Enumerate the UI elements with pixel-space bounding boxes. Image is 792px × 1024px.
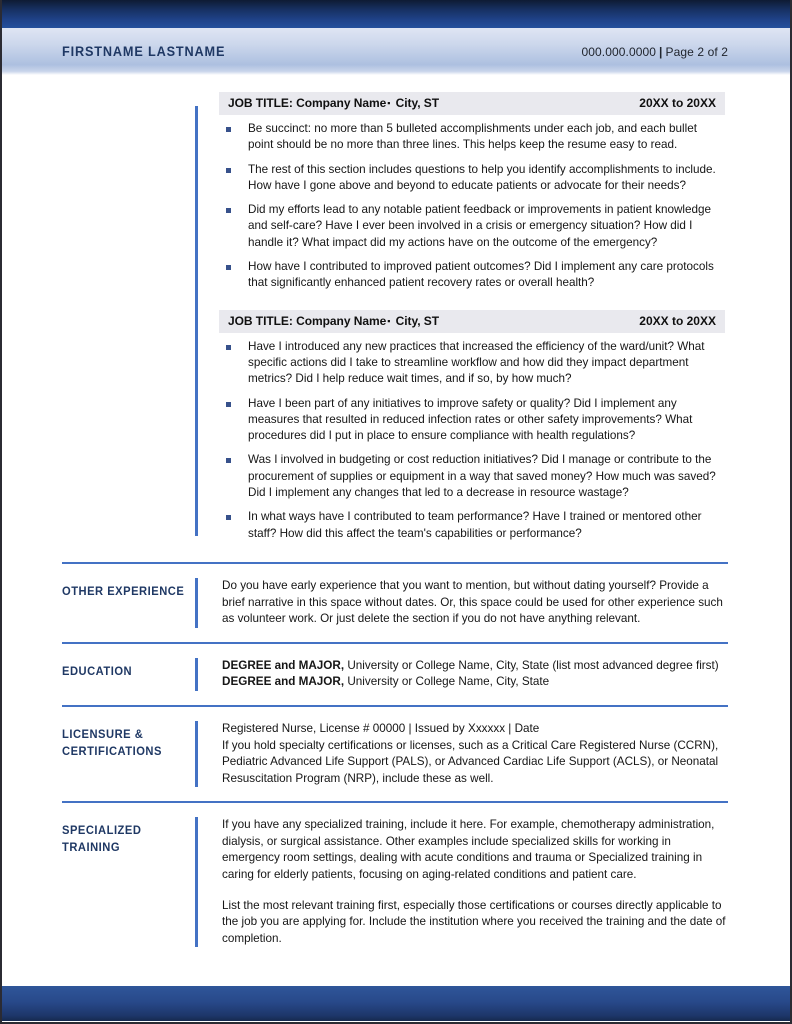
section-row: [62, 717, 728, 801]
job-header: [219, 92, 725, 115]
section-label-licensure: [62, 717, 186, 760]
job-bullet: How have I contributed to improved patient outcomes? Did I implement any care protocols that significantly enhanced patient recovery rates or overall health?: [219, 259, 725, 292]
section-label-line: TRAINING: [62, 840, 121, 855]
experience-section: [195, 92, 790, 542]
section-label-specialized-training: [62, 813, 186, 856]
header-page-number: Page 2 of 2: [665, 45, 728, 59]
header-phone: 000.000.0000: [581, 45, 657, 59]
section-body-licensure: [198, 717, 728, 787]
education-degree: DEGREE and MAJOR,: [222, 658, 345, 672]
job-separator-icon: ▪: [387, 315, 391, 326]
job-bullet-list: [219, 121, 725, 292]
page-header-band: [2, 28, 790, 75]
section-label-line: LICENSURE &: [62, 726, 144, 741]
paragraph: If you have any specialized training, include it here. For example, chemotherapy administration, dialysis, or surgical assistance. Other examples include specialized skills for working in emergency room settings, dealing with acute conditions and trauma or Specialized training in caring for elderly patients, focusing on aging-related conditions and patient care.: [222, 818, 715, 882]
job-title-company: JOB TITLE: Company Name: [228, 96, 387, 110]
job-separator-icon: ▪: [387, 98, 391, 108]
header-separator: |: [659, 45, 663, 59]
section-licensure: [62, 705, 728, 801]
experience-accent-rule: [195, 106, 198, 536]
section-row: [62, 574, 728, 642]
job-bullet: Did my efforts lead to any notable patient feedback or improvements in patient knowledge and self-care? Have I ever been involved in a crisis or emergency situation? How did I handle it? What impact did my actions have on the outcome of the emergency?: [219, 202, 725, 251]
licensure-line: Registered Nurse, License # 00000 | Issued by Xxxxxx | Date: [222, 721, 540, 735]
education-entry: [222, 658, 728, 675]
job-bullet: Have I been part of any initiatives to improve safety or quality? Did I implement any measures that resulted in reduced infection rates or other safety improvements? What procedures did I put in place to ensure compliance with health regulations?: [219, 396, 725, 445]
job-bullet-list: [219, 339, 725, 542]
job-bullet: Have I introduced any new practices that increased the efficiency of the ward/unit? What specific actions did I take to streamline workflow and how did they impact department metrics? Did I help reduce wait times, and if so, by how much?: [219, 339, 725, 388]
education-detail: University or College Name, City, State: [344, 675, 550, 689]
job-location: City, ST: [395, 313, 440, 328]
education-detail: University or College Name, City, State (list most advanced degree first): [344, 658, 719, 672]
header-meta: [581, 45, 728, 59]
section-label-education: EDUCATION: [62, 663, 133, 678]
section-body-education: [198, 654, 728, 691]
section-education: [62, 642, 728, 705]
job-dates: 20XX to 20XX: [639, 313, 716, 328]
section-label-other-experience: OTHER EXPERIENCE: [62, 583, 185, 598]
job-title: [228, 314, 439, 328]
job-location: City, ST: [395, 96, 440, 110]
section-label-line: CERTIFICATIONS: [62, 743, 162, 758]
licensure-description: If you hold specialty certifications or licenses, such as a Critical Care Registered Nurse (CCRN), Pediatric Advanced Life Support (PALS), or Advanced Cardiac Life Support (ACLS), or Neonatal Resuscitation Program (NRP), include these as well.: [222, 738, 719, 785]
section-body-other-experience: [198, 574, 728, 628]
job-bullet: The rest of this section includes questions to help you identify accomplishments to include. How have I gone above and beyond to educate patients or advocate for their needs?: [219, 162, 725, 195]
experience-body: [219, 92, 725, 542]
section-row: [62, 654, 728, 705]
section-specialized-training: [62, 801, 728, 961]
section-other-experience: [62, 562, 728, 642]
job-bullet: Was I involved in budgeting or cost reduction initiatives? Did I manage or contribute to the procurement of supplies or equipment in a way that saved money? How much was saved? Did I implement any changes that led to a decrease in resource wastage?: [219, 452, 725, 501]
top-decorative-bar: [2, 0, 790, 28]
section-row: [62, 813, 728, 961]
section-body-specialized-training: [198, 813, 728, 947]
bottom-decorative-bar: [2, 986, 790, 1021]
education-degree: DEGREE and MAJOR,: [222, 675, 345, 689]
job-dates: 20XX to 20XX: [639, 96, 716, 110]
job-bullet: In what ways have I contributed to team performance? Have I trained or mentored other staff? How did this affect the team's capabilities or performance?: [219, 509, 725, 542]
job-header: [219, 310, 725, 333]
page-header-content: [62, 44, 728, 59]
paragraph: Do you have early experience that you want to mention, but without dating yourself? Provide a brief narrative in this space without dates. Or, this space could be used for other experience such as volunteer work. Or just delete the section if you do not have anything relevant.: [222, 578, 723, 626]
paragraph: List the most relevant training first, especially those certifications or courses directly applicable to the job you are applying for. Include the institution where you received the training and the date of completion.: [222, 898, 726, 945]
job-title-company: JOB TITLE: Company Name: [228, 313, 387, 328]
job-bullet: Be succinct: no more than 5 bulleted accomplishments under each job, and each bullet point should be no more than three lines. This helps keep the resume easy to read.: [219, 121, 725, 154]
page-content: [2, 75, 790, 945]
section-label-line: SPECIALIZED: [62, 823, 142, 838]
education-entry: [222, 674, 728, 691]
job-title: [228, 96, 439, 110]
header-name: FIRSTNAME LASTNAME: [62, 44, 226, 59]
